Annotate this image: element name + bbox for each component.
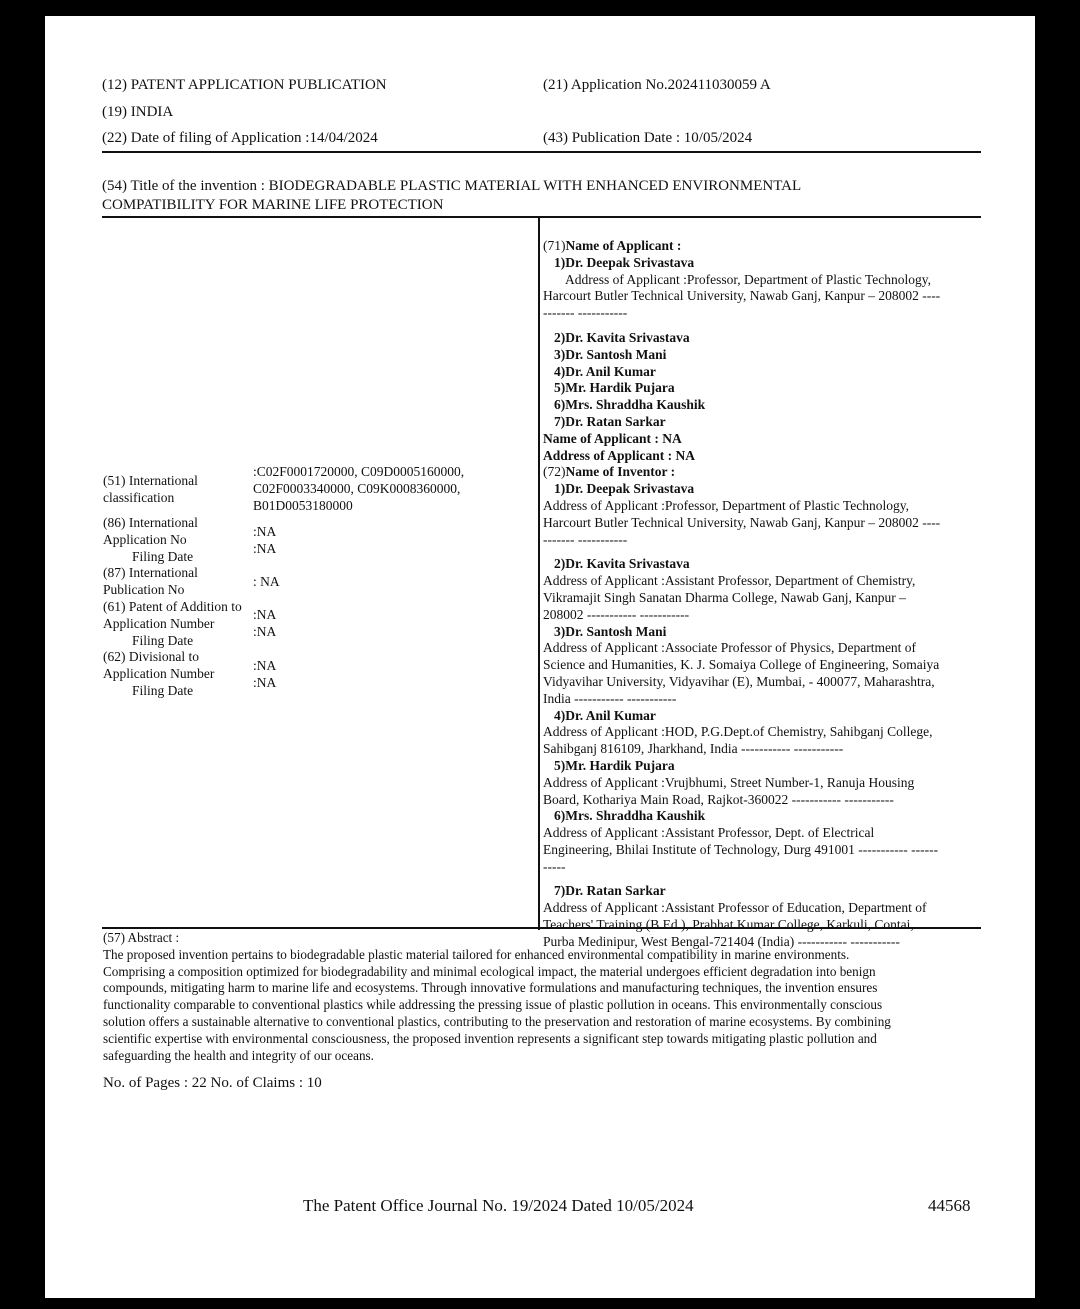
abstract bbox=[103, 930, 979, 1064]
inventor-address: Sahibganj 816109, Jharkhand, India ----------- ----------- bbox=[543, 741, 844, 757]
divider bbox=[102, 151, 981, 153]
inventor-address: Address of Applicant :Professor, Department of Plastic Technology, bbox=[543, 497, 909, 513]
abstract-text bbox=[103, 947, 979, 1065]
inventor-address: Engineering, Bhilai Institute of Technology, Durg 491001 ----------- ------ bbox=[543, 841, 939, 857]
applicant-inventor-section: (71)Name of Applicant : 1)Dr. Deepak Srivastava Address of Applicant :Professor, Department of Plastic Technology, Harcourt Butler Technical University, Nawab Ganj, Kanpur – 208002 ---- ------- ----------- 2)Dr. Kavita Srivastava 3)Dr. Santosh Mani 4)Dr. Anil Kumar 5)Mr. Hardik Pujara 6)Mrs. Shraddha Kaushik 7)Dr. Ratan Sarkar Name of Applicant : NA Address of Applicant : NA (72)Name of Inventor : 1)Dr. Deepak Srivastava Address of Applicant :Professor, Department of Plastic Technology, Harcourt Butler Technical University, Nawab Ganj, Kanpur – 208002 ---- ------- ----------- 2)Dr. Kavita Srivastava Address of Applicant :Assistant Professor, Department of Chemistry, Vikramajit Singh Sanatan Dharma College, Nawab Ganj, Kanpur – 208002 ----------- ----------- 3)Dr. Santosh Mani Address of Applicant :Associate Professor of Physics, Department of Science and Humanities, K. J. Somaiya College of Engineering, Somaiya Vidyavihar University, Vidyavihar (E), Mumbai, - 400077, Maharashtra, India ----------- ----------- 4)Dr. Anil Kumar Address of Applicant :HOD, P.G.Dept.of Chemistry, Sahibganj College, Sahibganj 816109, Jharkhand, India ----------- ----------- 5)Mr. Hardik Pujara Address of Applicant :Vrujbhumi, Street Number-1, Ranuja Housing Board, Kothariya Main Road, Rajkot-360022 ----------- ----------- 6)Mrs. Shraddha Kaushik Address of Applicant :Assistant Professor, Dept. of Electrical Engineering, Bhilai Institute of Technology, Durg 491001 ----------- ------ ----- 7)Dr. Ratan Sarkar Address of Applicant :Assistant Professor of Education, Department of Teachers' Training (B.Ed.), Prabhat Kumar College, Karkuli, Contai, Purba Medinipur, West Bengal-721404 (India) ----------- ----------- bbox=[543, 238, 983, 951]
inventor-address: 208002 ----------- ----------- bbox=[543, 606, 690, 622]
inventor-name: 1)Dr. Deepak Srivastava bbox=[554, 481, 695, 497]
abstract-line: scientific expertise with environmental consciousness, the proposed invention represents a significant step towards mitigating plastic pollution and bbox=[103, 1030, 877, 1046]
applicant-list bbox=[543, 330, 983, 431]
intl-publication-value: : NA bbox=[253, 574, 280, 589]
abstract-label: (57) Abstract : bbox=[103, 930, 180, 945]
country: (19) INDIA bbox=[102, 104, 174, 120]
page-number: 44568 bbox=[928, 1196, 971, 1215]
divider bbox=[102, 216, 981, 218]
publication-type: (12) PATENT APPLICATION PUBLICATION bbox=[102, 77, 387, 93]
abstract-line: safeguarding the health and integrity of our oceans. bbox=[103, 1047, 374, 1063]
abstract-line: The proposed invention pertains to biodegradable plastic material tailored for enhanced environmental compatibility in marine environments. bbox=[103, 946, 850, 962]
divisional-label: (62) Divisional to Application Number Filing Date bbox=[103, 649, 215, 698]
intl-classification-value: :C02F0001720000, C09D0005160000, C02F0003340000, C09K0008360000, B01D0053180000 bbox=[253, 464, 465, 513]
inventor-address: India ----------- ----------- bbox=[543, 690, 677, 706]
application-number: (21) Application No.202411030059 A bbox=[543, 77, 771, 93]
intl-application-value: :NA :NA bbox=[253, 524, 277, 556]
inventor-name: 6)Mrs. Shraddha Kaushik bbox=[554, 808, 706, 824]
applicant-name: 4)Dr. Anil Kumar bbox=[554, 363, 656, 379]
patent-of-addition-label: (61) Patent of Addition to Application Number Filing Date bbox=[103, 599, 242, 648]
inventor-address: Purba Medinipur, West Bengal-721404 (India) ----------- ----------- bbox=[543, 933, 900, 949]
abstract-line: compounds, mitigating harm to marine life and ecosystems. Through innovative formulations and manufacturing techniques, the invention ensures bbox=[103, 980, 878, 996]
applicant-header: (71)Name of Applicant : bbox=[543, 238, 682, 253]
filing-date: (22) Date of filing of Application :14/04/2024 bbox=[102, 130, 378, 146]
inventor-address: Harcourt Butler Technical University, Nawab Ganj, Kanpur – 208002 ---- bbox=[543, 514, 941, 530]
inventor-name: 7)Dr. Ratan Sarkar bbox=[554, 883, 666, 899]
inventor-address: Address of Applicant :Assistant Professor of Education, Department of bbox=[543, 900, 927, 916]
applicant-name: 1)Dr. Deepak Srivastava bbox=[554, 254, 695, 270]
applicant-address: Address of Applicant :Professor, Department of Plastic Technology, bbox=[565, 271, 931, 287]
pages-and-claims: No. of Pages : 22 No. of Claims : 10 bbox=[103, 1075, 322, 1091]
applicant-name: 6)Mrs. Shraddha Kaushik bbox=[554, 397, 706, 413]
intl-application-label: (86) International Application No Filing Date bbox=[103, 515, 198, 564]
inventor-address: Vidyavihar University, Vidyavihar (E), Mumbai, - 400077, Maharashtra, bbox=[543, 673, 935, 689]
inventor-address: Address of Applicant :Assistant Professor, Dept. of Electrical bbox=[543, 825, 875, 841]
inventor-name: 3)Dr. Santosh Mani bbox=[554, 623, 667, 639]
inventor-address: ----- bbox=[543, 858, 566, 874]
inventor-address: Science and Humanities, K. J. Somaiya College of Engineering, Somaiya bbox=[543, 657, 940, 673]
inventor-address: Board, Kothariya Main Road, Rajkot-360022 ----------- ----------- bbox=[543, 791, 894, 807]
inventor-address: Address of Applicant :Associate Professor of Physics, Department of bbox=[543, 640, 917, 656]
abstract-line: solution offers a sustainable alternative to conventional plastics, contributing to the preservation and restoration of marine ecosystems. By combining bbox=[103, 1013, 891, 1029]
inventor-header: (72)Name of Inventor : bbox=[543, 464, 676, 480]
inventor-address: Vikramajit Singh Sanatan Dharma College, Nawab Ganj, Kanpur – bbox=[543, 589, 906, 605]
address-of-applicant-na: Address of Applicant : NA bbox=[543, 447, 696, 463]
invention-title: (54) Title of the invention : BIODEGRADABLE PLASTIC MATERIAL WITH ENHANCED ENVIRONMENTAL COMPATIBILITY FOR MARINE LIFE PROTECTION bbox=[102, 178, 802, 213]
column-divider bbox=[538, 216, 540, 930]
abstract-line: Comprising a composition optimized for biodegradability and minimal ecological impact, the material undergoes efficient degradation into benign bbox=[103, 963, 876, 979]
inventor-address: ------- ----------- bbox=[543, 531, 628, 547]
applicant-name: 7)Dr. Ratan Sarkar bbox=[554, 413, 666, 429]
patent-of-addition-value: :NA :NA bbox=[253, 607, 277, 639]
inventor-address: Teachers' Training (B.Ed.), Prabhat Kumar College, Karkuli, Contai, bbox=[543, 917, 914, 933]
intl-classification-label: (51) International classification bbox=[103, 473, 198, 505]
inventor-name: 4)Dr. Anil Kumar bbox=[554, 707, 656, 723]
inventor-list bbox=[543, 481, 983, 951]
publication-date: (43) Publication Date : 10/05/2024 bbox=[543, 130, 753, 146]
divider bbox=[102, 927, 981, 929]
inventor-name: 5)Mr. Hardik Pujara bbox=[554, 757, 675, 773]
divisional-value: :NA :NA bbox=[253, 658, 277, 690]
document-page bbox=[45, 16, 1035, 1298]
inventor-address: Address of Applicant :Assistant Professor, Department of Chemistry, bbox=[543, 573, 916, 589]
applicant-name: 3)Dr. Santosh Mani bbox=[554, 346, 667, 362]
name-of-applicant-na: Name of Applicant : NA bbox=[543, 430, 682, 446]
journal-footer: The Patent Office Journal No. 19/2024 Dated 10/05/2024 bbox=[303, 1196, 694, 1215]
applicant-name: 2)Dr. Kavita Srivastava bbox=[554, 329, 690, 345]
applicant-name: 5)Mr. Hardik Pujara bbox=[554, 380, 675, 396]
inventor-name: 2)Dr. Kavita Srivastava bbox=[554, 556, 690, 572]
inventor-address: Address of Applicant :Vrujbhumi, Street Number-1, Ranuja Housing bbox=[543, 774, 915, 790]
intl-publication-label: (87) International Publication No bbox=[103, 565, 198, 597]
inventor-address: Address of Applicant :HOD, P.G.Dept.of Chemistry, Sahibganj College, bbox=[543, 724, 933, 740]
abstract-line: functionality comparable to conventional plastics while addressing the pressing issue of plastic pollution in oceans. This environmentally conscious bbox=[103, 997, 883, 1013]
